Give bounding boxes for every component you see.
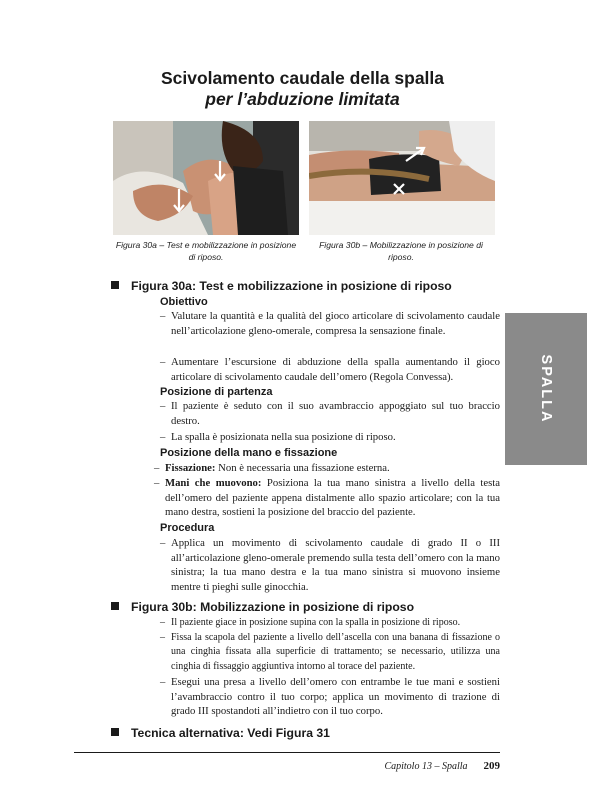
- figure-30a-caption-line-1: Figura 30a – Test e mobilizzazione in posizione: [115, 240, 297, 250]
- section-heading-30a: [111, 279, 452, 294]
- page-title: [0, 68, 605, 110]
- list-item: – Fissazione: Non è necessaria una fissazione esterna.: [154, 462, 390, 474]
- term-fissazione: Fissazione:: [165, 462, 216, 474]
- list-item: – Il paziente giace in posizione supina con la spalla in posizione di riposo.: [160, 616, 500, 630]
- figure-30b-photo: [309, 121, 495, 235]
- footer-chapter: Capitolo 13 – Spalla: [384, 761, 468, 772]
- subheading-procedura: Procedura: [160, 522, 215, 534]
- section-heading-30b: [111, 600, 414, 615]
- section-heading-alt: [111, 726, 330, 741]
- section-heading-alt-text: Tecnica alternativa: Vedi Figura 31: [131, 726, 330, 740]
- list-item-text: Aumentare l’escursione di abduzione della spalla aumentando il gioco articolare di scivolamento caudale dell’omero (Regola Convessa).: [171, 356, 500, 383]
- list-item: – Fissa la scapola del paziente a livello dell’ascella con una banana di fissazione o una cinghia fissata alla superficie di trattamento; se necessario, utilizza una cinghia di fissaggio aggiuntiva intorno al torace del paziente.: [160, 631, 500, 674]
- list-item-text: La spalla è posizionata nella sua posizione di riposo.: [171, 431, 396, 443]
- footer-rule: [74, 752, 500, 753]
- chapter-side-tab-label: SPALLA: [538, 354, 554, 424]
- list-item: – Esegui una presa a livello dell’omero con entrambe le tue mani e sostieni l’avambraccio contro il tuo corpo; applica un movimento di trazione di grado III spostandoti all’indietro con il tuo corpo.: [160, 676, 500, 718]
- page-footer: [384, 760, 500, 772]
- list-item-text: Non è necessaria una fissazione esterna.: [218, 462, 390, 474]
- list-item-text: Esegui una presa a livello dell’omero con entrambe le tue mani e sostieni l’avambraccio contro il tuo corpo; applica un movimento di trazione di grado III spostandoti all’indietro con il tuo corpo.: [171, 676, 500, 718]
- list-item-text: Valutare la quantità e la qualità del gioco articolare di scivolamento caudale nell’articolazione gleno-omerale, compresa la sensazione finale.: [171, 310, 500, 337]
- subheading-posizione: Posizione di partenza: [160, 386, 273, 398]
- figure-30a-caption-line-2: di riposo.: [188, 251, 224, 262]
- figure-30b-caption-line-2: riposo.: [388, 251, 414, 262]
- page-number: 209: [483, 760, 500, 772]
- list-item: – La spalla è posizionata nella sua posizione di riposo.: [160, 430, 500, 445]
- figure-30a-caption: [111, 240, 301, 263]
- list-item-text: Fissa la scapola del paziente a livello dell’ascella con una banana di fissazione o una cinghia fissata alla superficie di trattamento; se necessario, utilizza una cinghia di fissaggio aggiuntiva intorno al torace del paziente.: [171, 632, 500, 672]
- section-heading-30a-text: Figura 30a: Test e mobilizzazione in posizione di riposo: [131, 279, 452, 293]
- list-item: – Applica un movimento di scivolamento caudale di grado II o III all’articolazione gleno-omerale premendo sulla testa dell’omero con la mano sinistra; la tua mano destra e la tua mano sinistra si muovono insieme mentre ti pieghi sulle ginocchia.: [160, 537, 500, 593]
- subheading-obiettivo: Obiettivo: [160, 296, 208, 308]
- list-item-text: Applica un movimento di scivolamento caudale di grado II o III all’articolazione gleno-omerale premendo sulla testa dell’omero con la mano sinistra; la tua mano destra e la tua mano sinistra si muovono insieme mentre ti pieghi sulle ginocchia.: [171, 537, 500, 593]
- subheading-mano: Posizione della mano e fissazione: [160, 447, 338, 459]
- term-mani-che-muovono: Mani che muovono:: [165, 477, 262, 489]
- bullet-square-icon: [111, 602, 119, 610]
- figure-30b-caption: [306, 240, 496, 263]
- list-item: – Valutare la quantità e la qualità del gioco articolare di scivolamento caudale nell’articolazione gleno-omerale, compresa la sensazione finale.: [160, 310, 500, 337]
- list-item: – Mani che muovono: Posiziona la tua mano sinistra a livello della testa dell’omero del paziente appena distalmente allo spazio articolare; con la tua mano destra, sostieni la posizione del braccio del paziente.: [154, 477, 500, 519]
- list-item-text: Il paziente giace in posizione supina con la spalla in posizione di riposo.: [171, 617, 461, 628]
- bullet-square-icon: [111, 728, 119, 736]
- chapter-side-tab: [505, 313, 587, 465]
- list-item: – Il paziente è seduto con il suo avambraccio appoggiato sul tuo braccio destro.: [160, 400, 500, 427]
- list-item-text: Il paziente è seduto con il suo avambraccio appoggiato sul tuo braccio destro.: [171, 400, 500, 427]
- title-line-1: Scivolamento caudale della spalla: [160, 68, 445, 88]
- list-item: – Aumentare l’escursione di abduzione della spalla aumentando il gioco articolare di scivolamento caudale dell’omero (Regola Convessa).: [160, 356, 500, 383]
- list-item-text: Posiziona la tua mano sinistra a livello della testa dell’omero del paziente appena distalmente allo spazio articolare; con la tua mano destra, sostieni la posizione del braccio del paziente.: [165, 477, 500, 519]
- section-heading-30b-text: Figura 30b: Mobilizzazione in posizione di riposo: [131, 600, 415, 614]
- figure-30a-photo: [113, 121, 299, 235]
- bullet-square-icon: [111, 281, 119, 289]
- title-line-2: per l’abduzione limitata: [205, 89, 400, 109]
- figure-30b-caption-line-1: Figura 30b – Mobilizzazione in posizione di: [319, 240, 483, 250]
